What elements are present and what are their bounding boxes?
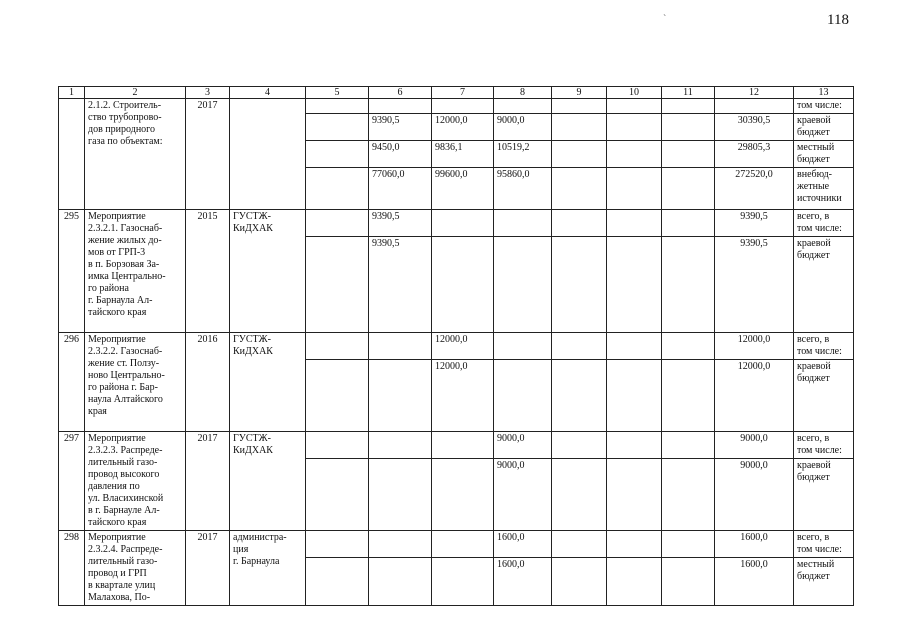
amount-cell: 12000,0 bbox=[432, 360, 494, 432]
funding-source: краевой бюджет bbox=[794, 237, 854, 333]
funding-source: внебюд- жетные источники bbox=[794, 168, 854, 210]
amount-cell: 30390,5 bbox=[715, 114, 794, 141]
empty-cell bbox=[306, 558, 369, 606]
header-row bbox=[59, 87, 854, 99]
amount-cell: 9836,1 bbox=[432, 141, 494, 168]
year-cell: 2015 bbox=[186, 210, 230, 333]
column-header: 3 bbox=[186, 87, 230, 99]
column-header: 7 bbox=[432, 87, 494, 99]
empty-cell bbox=[306, 114, 369, 141]
year-cell: 2017 bbox=[186, 99, 230, 210]
column-header: 10 bbox=[607, 87, 662, 99]
amount-cell: 1600,0 bbox=[715, 531, 794, 558]
year-cell: 2017 bbox=[186, 531, 230, 606]
table-row bbox=[59, 432, 854, 459]
funding-source: всего, в том числе: bbox=[794, 432, 854, 459]
measure-name: Мероприятие 2.3.2.1. Газоснаб- жение жилых до- мов от ГРП-3 в п. Борзовая За- имка Центрально- го района г. Барнаула Ал- тайского края bbox=[85, 210, 186, 333]
scan-mark: ` bbox=[663, 14, 667, 25]
amount-cell bbox=[432, 237, 494, 333]
page-number: 118 bbox=[827, 12, 849, 28]
measure-name: Мероприятие 2.3.2.2. Газоснаб- жение ст. Ползу- ново Центрально- го района г. Бар- наула Алтайского края bbox=[85, 333, 186, 432]
empty-cell bbox=[607, 210, 662, 237]
measure-name: Мероприятие 2.3.2.3. Распреде- лительный газо- провод высокого давления по ул. Власихинской в г. Барнауле Ал- тайского края bbox=[85, 432, 186, 531]
amount-cell: 9450,0 bbox=[369, 141, 432, 168]
empty-cell bbox=[552, 558, 607, 606]
amount-cell: 9390,5 bbox=[715, 237, 794, 333]
empty-cell bbox=[552, 360, 607, 432]
empty-cell bbox=[306, 360, 369, 432]
row-number bbox=[59, 99, 85, 210]
funding-source: краевой бюджет bbox=[794, 114, 854, 141]
table-row bbox=[59, 99, 854, 114]
amount-cell: 9390,5 bbox=[715, 210, 794, 237]
amount-cell bbox=[369, 333, 432, 360]
amount-cell: 1600,0 bbox=[715, 558, 794, 606]
amount-cell: 9000,0 bbox=[494, 114, 552, 141]
funding-source: всего, в том числе: bbox=[794, 531, 854, 558]
amount-cell: 12000,0 bbox=[715, 360, 794, 432]
empty-cell bbox=[552, 99, 607, 114]
empty-cell bbox=[552, 168, 607, 210]
empty-cell bbox=[306, 432, 369, 459]
empty-cell bbox=[662, 168, 715, 210]
empty-cell bbox=[607, 99, 662, 114]
column-header: 5 bbox=[306, 87, 369, 99]
empty-cell bbox=[552, 531, 607, 558]
empty-cell bbox=[306, 531, 369, 558]
table-row bbox=[59, 210, 854, 237]
empty-cell bbox=[662, 141, 715, 168]
empty-cell bbox=[552, 141, 607, 168]
amount-cell bbox=[369, 360, 432, 432]
empty-cell bbox=[306, 99, 369, 114]
amount-cell: 12000,0 bbox=[432, 114, 494, 141]
empty-cell bbox=[552, 333, 607, 360]
column-header: 6 bbox=[369, 87, 432, 99]
amount-cell bbox=[432, 432, 494, 459]
column-header: 11 bbox=[662, 87, 715, 99]
executor-cell: ГУСТЖ- КиДХАК bbox=[230, 210, 306, 333]
empty-cell bbox=[662, 531, 715, 558]
column-header: 13 bbox=[794, 87, 854, 99]
empty-cell bbox=[662, 558, 715, 606]
empty-cell bbox=[306, 333, 369, 360]
empty-cell bbox=[552, 210, 607, 237]
funding-source: том числе: bbox=[794, 99, 854, 114]
empty-cell bbox=[662, 99, 715, 114]
executor-cell: ГУСТЖ- КиДХАК bbox=[230, 432, 306, 531]
amount-cell: 12000,0 bbox=[715, 333, 794, 360]
table-row bbox=[59, 333, 854, 360]
empty-cell bbox=[607, 558, 662, 606]
amount-cell bbox=[369, 558, 432, 606]
executor-cell: ГУСТЖ- КиДХАК bbox=[230, 333, 306, 432]
empty-cell bbox=[662, 114, 715, 141]
empty-cell bbox=[662, 333, 715, 360]
empty-cell bbox=[552, 237, 607, 333]
amount-cell bbox=[494, 237, 552, 333]
executor-cell bbox=[230, 99, 306, 210]
amount-cell: 77060,0 bbox=[369, 168, 432, 210]
amount-cell: 9390,5 bbox=[369, 210, 432, 237]
empty-cell bbox=[662, 360, 715, 432]
amount-cell: 9390,5 bbox=[369, 114, 432, 141]
funding-source: всего, в том числе: bbox=[794, 210, 854, 237]
column-header: 12 bbox=[715, 87, 794, 99]
empty-cell bbox=[306, 141, 369, 168]
amount-cell bbox=[432, 210, 494, 237]
amount-cell: 272520,0 bbox=[715, 168, 794, 210]
empty-cell bbox=[306, 237, 369, 333]
amount-cell bbox=[369, 531, 432, 558]
row-number: 295 bbox=[59, 210, 85, 333]
row-number: 298 bbox=[59, 531, 85, 606]
empty-cell bbox=[607, 432, 662, 459]
empty-cell bbox=[607, 531, 662, 558]
amount-cell bbox=[432, 459, 494, 531]
empty-cell bbox=[607, 114, 662, 141]
empty-cell bbox=[662, 237, 715, 333]
empty-cell bbox=[662, 432, 715, 459]
year-cell: 2017 bbox=[186, 432, 230, 531]
empty-cell bbox=[662, 459, 715, 531]
amount-cell: 9000,0 bbox=[715, 459, 794, 531]
empty-cell bbox=[607, 168, 662, 210]
funding-source: краевой бюджет bbox=[794, 360, 854, 432]
row-number: 297 bbox=[59, 432, 85, 531]
column-header: 9 bbox=[552, 87, 607, 99]
amount-cell bbox=[494, 360, 552, 432]
amount-cell: 29805,3 bbox=[715, 141, 794, 168]
funding-source: всего, в том числе: bbox=[794, 333, 854, 360]
column-header: 2 bbox=[85, 87, 186, 99]
amount-cell: 95860,0 bbox=[494, 168, 552, 210]
row-number: 296 bbox=[59, 333, 85, 432]
amount-cell: 1600,0 bbox=[494, 531, 552, 558]
column-header: 8 bbox=[494, 87, 552, 99]
empty-cell bbox=[607, 459, 662, 531]
funding-source: местный бюджет bbox=[794, 558, 854, 606]
executor-cell: администра- ция г. Барнаула bbox=[230, 531, 306, 606]
amount-cell bbox=[369, 99, 432, 114]
amount-cell: 10519,2 bbox=[494, 141, 552, 168]
amount-cell bbox=[715, 99, 794, 114]
amount-cell bbox=[432, 99, 494, 114]
empty-cell bbox=[662, 210, 715, 237]
column-header: 1 bbox=[59, 87, 85, 99]
amount-cell: 1600,0 bbox=[494, 558, 552, 606]
budget-table bbox=[58, 86, 854, 606]
amount-cell bbox=[494, 99, 552, 114]
amount-cell bbox=[432, 531, 494, 558]
empty-cell bbox=[306, 459, 369, 531]
amount-cell: 9390,5 bbox=[369, 237, 432, 333]
measure-name: 2.1.2. Строитель- ство трубопрово- дов природного газа по объектам: bbox=[85, 99, 186, 210]
funding-source: краевой бюджет bbox=[794, 459, 854, 531]
empty-cell bbox=[552, 459, 607, 531]
amount-cell: 9000,0 bbox=[715, 432, 794, 459]
table-row bbox=[59, 531, 854, 558]
empty-cell bbox=[607, 333, 662, 360]
amount-cell bbox=[432, 558, 494, 606]
empty-cell bbox=[552, 114, 607, 141]
amount-cell: 12000,0 bbox=[432, 333, 494, 360]
amount-cell: 9000,0 bbox=[494, 459, 552, 531]
empty-cell bbox=[306, 168, 369, 210]
empty-cell bbox=[552, 432, 607, 459]
amount-cell bbox=[494, 333, 552, 360]
empty-cell bbox=[607, 360, 662, 432]
funding-source: местный бюджет bbox=[794, 141, 854, 168]
empty-cell bbox=[607, 141, 662, 168]
measure-name: Мероприятие 2.3.2.4. Распреде- лительный газо- провод и ГРП в квартале улиц Малахова, По- bbox=[85, 531, 186, 606]
empty-cell bbox=[607, 237, 662, 333]
column-header: 4 bbox=[230, 87, 306, 99]
amount-cell: 99600,0 bbox=[432, 168, 494, 210]
amount-cell bbox=[369, 459, 432, 531]
amount-cell: 9000,0 bbox=[494, 432, 552, 459]
amount-cell bbox=[494, 210, 552, 237]
year-cell: 2016 bbox=[186, 333, 230, 432]
amount-cell bbox=[369, 432, 432, 459]
empty-cell bbox=[306, 210, 369, 237]
